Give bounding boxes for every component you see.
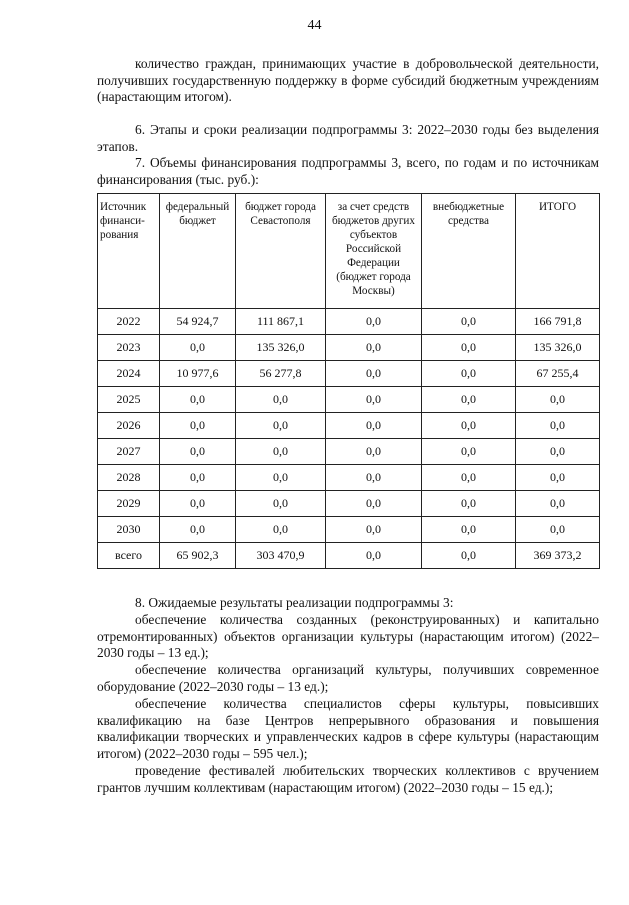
federal-cell: 0,0	[160, 387, 236, 413]
paragraph-expected-results: 8. Ожидаемые результаты реализации подпрограммы 3:	[135, 595, 454, 610]
sevastopol-cell: 0,0	[236, 491, 326, 517]
other-subjects-cell: 0,0	[326, 465, 422, 491]
federal-cell: 65 902,3	[160, 543, 236, 569]
extrabudgetary-cell: 0,0	[422, 335, 516, 361]
year-cell: 2029	[98, 491, 160, 517]
year-cell: 2030	[98, 517, 160, 543]
year-cell: 2024	[98, 361, 160, 387]
total-cell: 0,0	[516, 387, 600, 413]
table-row	[98, 413, 600, 439]
sevastopol-cell: 0,0	[236, 439, 326, 465]
sevastopol-cell: 303 470,9	[236, 543, 326, 569]
total-cell: 0,0	[516, 413, 600, 439]
extrabudgetary-cell: 0,0	[422, 413, 516, 439]
paragraph-result-festivals: проведение фестивалей любительских творческих коллективов с вручением грантов лучшим коллективам (нарастающим итогом) (2022–2030 годы – 15 ед.);	[97, 763, 599, 795]
total-cell: 67 255,4	[516, 361, 600, 387]
year-cell: 2027	[98, 439, 160, 465]
paragraph-financing-intro: 7. Объемы финансирования подпрограммы 3, всего, по годам и по источникам финансирования (тыс. руб.):	[97, 155, 599, 187]
table-row	[98, 465, 600, 491]
total-cell: 0,0	[516, 517, 600, 543]
header-source: Источник финанси-рования	[98, 194, 160, 309]
paragraph-stages: 6. Этапы и сроки реализации подпрограммы 3: 2022–2030 годы без выделения этапов.	[97, 122, 599, 154]
other-subjects-cell: 0,0	[326, 413, 422, 439]
table-row	[98, 491, 600, 517]
extrabudgetary-cell: 0,0	[422, 517, 516, 543]
extrabudgetary-cell: 0,0	[422, 361, 516, 387]
financing-table	[97, 193, 600, 569]
other-subjects-cell: 0,0	[326, 387, 422, 413]
sevastopol-cell: 0,0	[236, 387, 326, 413]
table-row	[98, 517, 600, 543]
table-row	[98, 335, 600, 361]
header-total: ИТОГО	[516, 194, 600, 309]
total-cell: 0,0	[516, 491, 600, 517]
year-cell: 2022	[98, 309, 160, 335]
sevastopol-cell: 0,0	[236, 413, 326, 439]
table-row	[98, 361, 600, 387]
federal-cell: 0,0	[160, 465, 236, 491]
other-subjects-cell: 0,0	[326, 517, 422, 543]
header-extrabudgetary: внебюджетные средства	[422, 194, 516, 309]
federal-cell: 0,0	[160, 335, 236, 361]
table-row	[98, 439, 600, 465]
paragraph-result-objects: обеспечение количества созданных (реконструированных) и капитально отремонтированных) объектов организации культуры (нарастающим итогом) (2022–2030 годы – 13 ед.);	[97, 612, 599, 660]
total-cell: 0,0	[516, 439, 600, 465]
sevastopol-cell: 56 277,8	[236, 361, 326, 387]
federal-cell: 54 924,7	[160, 309, 236, 335]
table-row	[98, 387, 600, 413]
header-sevastopol-budget: бюджет города Севастополя	[236, 194, 326, 309]
total-cell: 369 373,2	[516, 543, 600, 569]
year-cell: всего	[98, 543, 160, 569]
total-cell: 0,0	[516, 465, 600, 491]
table-row	[98, 309, 600, 335]
paragraph-result-equipment: обеспечение количества организаций культуры, получивших современное оборудование (2022–2030 годы – 13 ед.);	[97, 662, 599, 694]
federal-cell: 0,0	[160, 517, 236, 543]
year-cell: 2026	[98, 413, 160, 439]
sevastopol-cell: 111 867,1	[236, 309, 326, 335]
extrabudgetary-cell: 0,0	[422, 387, 516, 413]
federal-cell: 0,0	[160, 439, 236, 465]
sevastopol-cell: 135 326,0	[236, 335, 326, 361]
paragraph-volunteer-count: количество граждан, принимающих участие в добровольческой деятельности, получивших государственную поддержку в форме субсидий бюджетным учреждениям (нарастающим итогом).	[97, 56, 599, 104]
total-cell: 166 791,8	[516, 309, 600, 335]
sevastopol-cell: 0,0	[236, 517, 326, 543]
total-cell: 135 326,0	[516, 335, 600, 361]
other-subjects-cell: 0,0	[326, 439, 422, 465]
table-row	[98, 543, 600, 569]
extrabudgetary-cell: 0,0	[422, 309, 516, 335]
other-subjects-cell: 0,0	[326, 491, 422, 517]
table-header-row	[98, 194, 600, 309]
other-subjects-cell: 0,0	[326, 309, 422, 335]
extrabudgetary-cell: 0,0	[422, 439, 516, 465]
year-cell: 2025	[98, 387, 160, 413]
year-cell: 2028	[98, 465, 160, 491]
table-body	[98, 309, 600, 569]
extrabudgetary-cell: 0,0	[422, 491, 516, 517]
paragraph-result-specialists: обеспечение количества специалистов сферы культуры, повысивших квалификацию на базе Центров непрерывного образования и повышения квалификации творческих и управленческих кадров в сфере культуры (нарастающим итогом) (2022–2030 годы – 595 чел.);	[97, 696, 599, 761]
year-cell: 2023	[98, 335, 160, 361]
federal-cell: 10 977,6	[160, 361, 236, 387]
other-subjects-cell: 0,0	[326, 335, 422, 361]
federal-cell: 0,0	[160, 491, 236, 517]
header-other-subjects-budget: за счет средств бюджетов других субъектов Российской Федерации (бюджет города Москвы)	[326, 194, 422, 309]
sevastopol-cell: 0,0	[236, 465, 326, 491]
page-number: 44	[307, 18, 322, 33]
extrabudgetary-cell: 0,0	[422, 543, 516, 569]
other-subjects-cell: 0,0	[326, 543, 422, 569]
federal-cell: 0,0	[160, 413, 236, 439]
header-federal-budget: федеральный бюджет	[160, 194, 236, 309]
other-subjects-cell: 0,0	[326, 361, 422, 387]
extrabudgetary-cell: 0,0	[422, 465, 516, 491]
